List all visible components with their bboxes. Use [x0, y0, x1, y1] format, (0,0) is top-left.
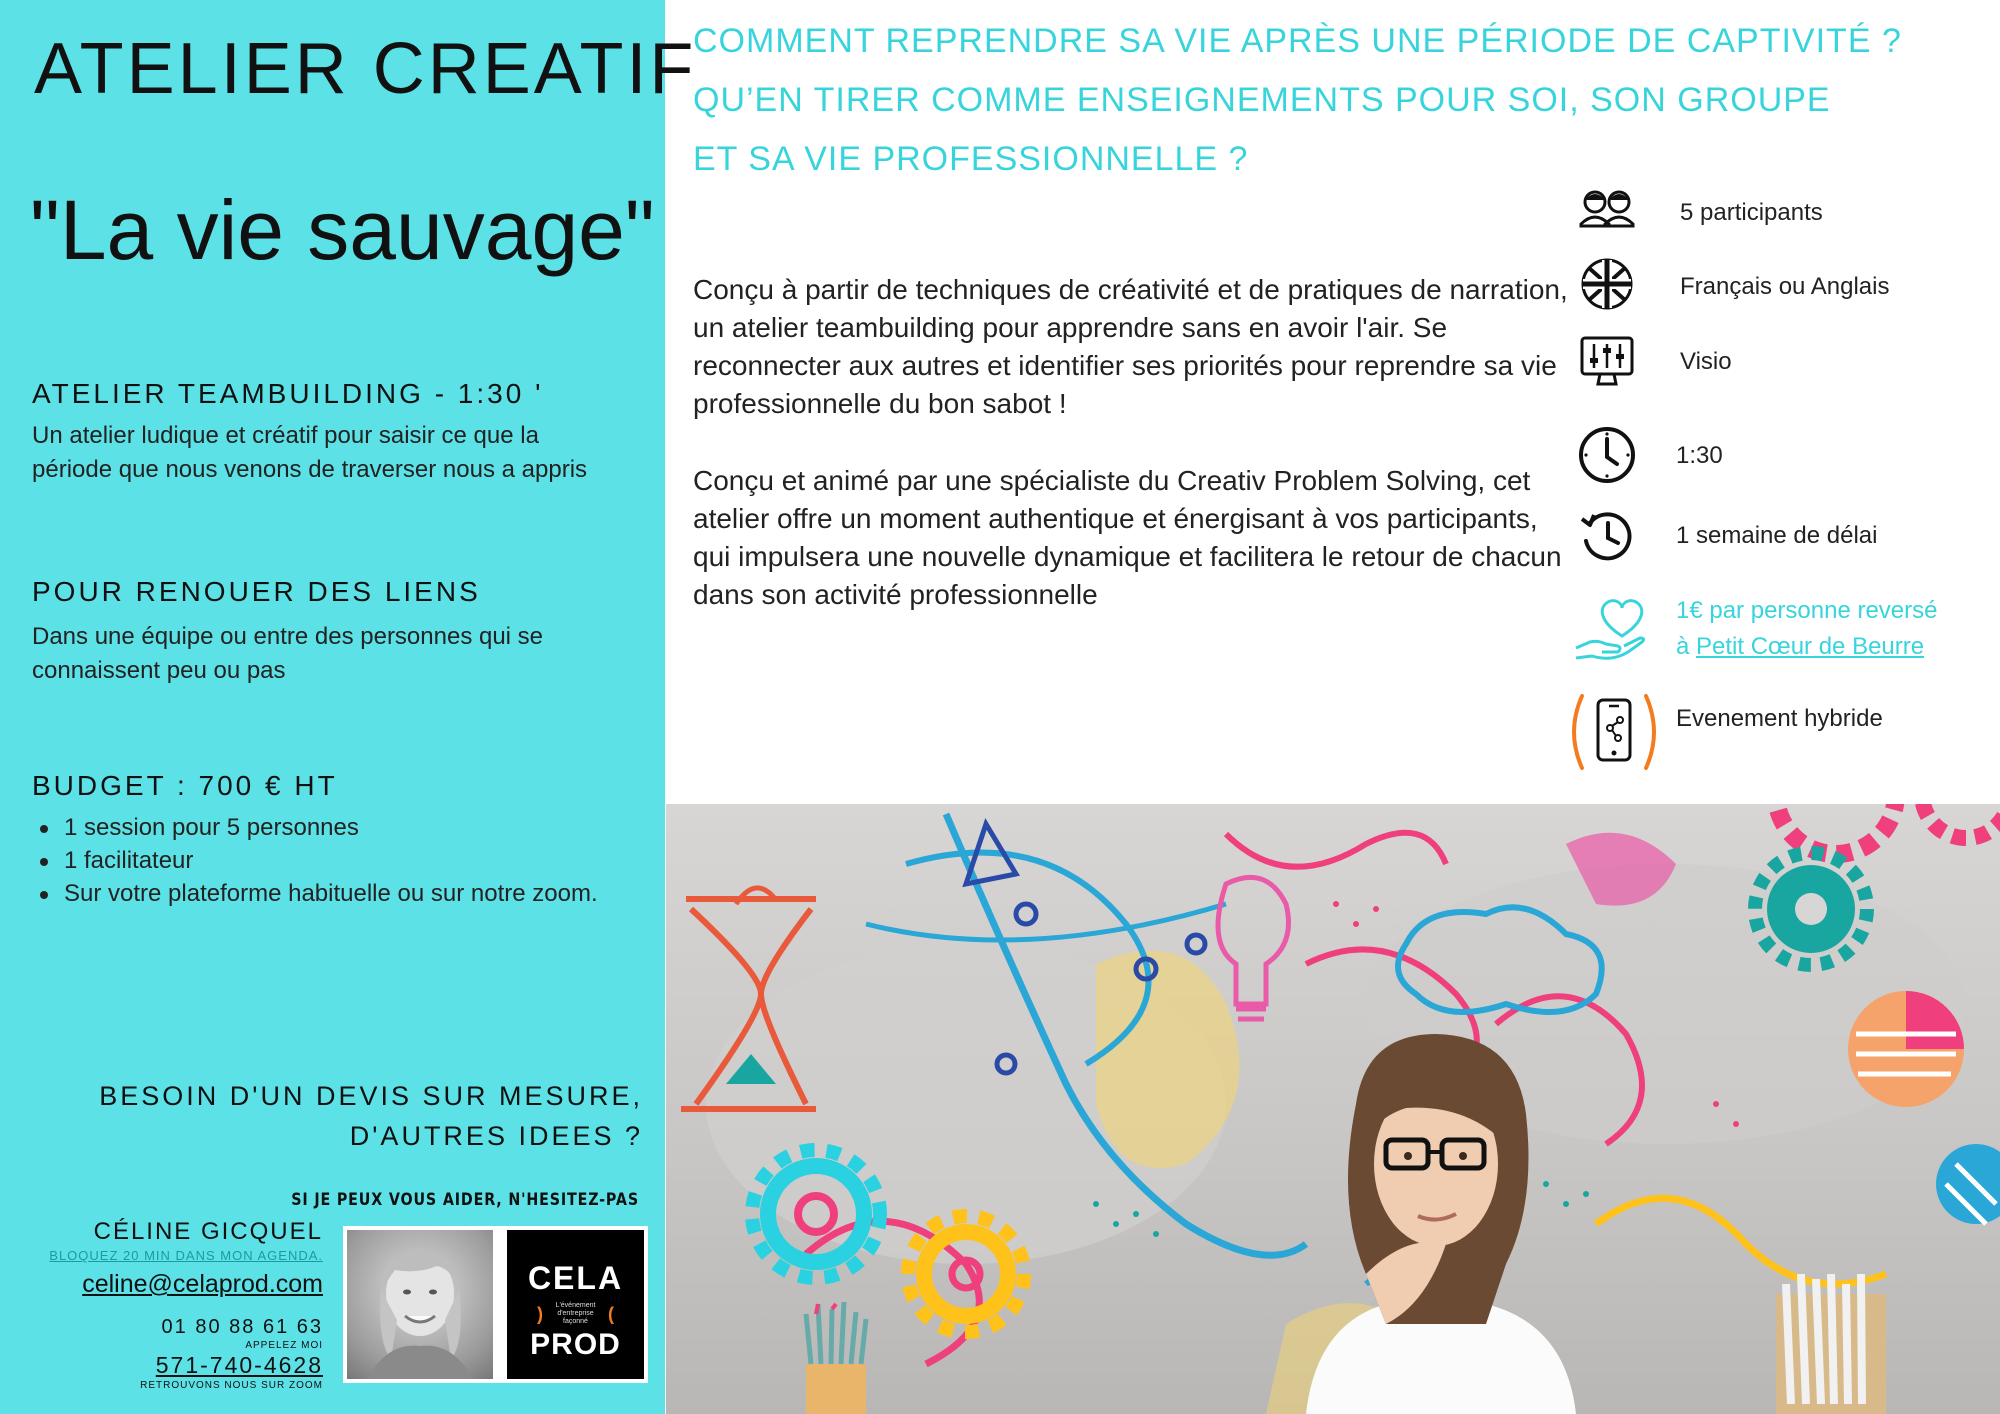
- section-teambuilding-heading: ATELIER TEAMBUILDING - 1:30 ': [32, 378, 544, 409]
- intro-question: QU’EN TIRER COMME ENSEIGNEMENTS POUR SOI, SON GROUPE: [693, 81, 1831, 119]
- section-teambuilding-text: Un atelier ludique et créatif pour saisir ce que la période que nous venons de traverser nous a appris: [32, 422, 588, 483]
- left-panel: [0, 0, 697, 1414]
- feature-language: Français ou Anglais: [1680, 273, 1890, 300]
- intro-question: ET SA VIE PROFESSIONNELLE ?: [693, 140, 1249, 178]
- uk-flag-icon: [1576, 253, 1638, 315]
- book-meeting-link[interactable]: BLOQUEZ 20 MIN DANS MON AGENDA.: [49, 1248, 323, 1263]
- budget-item: 1 session pour 5 personnes: [40, 811, 630, 844]
- quote-line: BESOIN D'UN DEVIS SUR MESURE,: [99, 1081, 643, 1111]
- feature-delay: 1 semaine de délai: [1676, 522, 1878, 549]
- custom-quote-callout: [43, 1076, 643, 1156]
- history-icon: [1576, 505, 1638, 567]
- intro-question: COMMENT REPRENDRE SA VIE APRÈS UNE PÉRIODE DE CAPTIVITÉ ?: [693, 22, 1902, 60]
- feature-duration: 1:30: [1676, 442, 1723, 469]
- hybrid-phone-icon: [1564, 690, 1664, 774]
- help-tagline: SI JE PEUX VOUS AIDER, N'HESITEZ-PAS: [291, 1190, 639, 1210]
- logo-bracket-left: ): [537, 1304, 543, 1324]
- budget-item: 1 facilitateur: [40, 844, 630, 877]
- visio-screen-icon: [1576, 330, 1638, 392]
- feature-participants: 5 participants: [1680, 199, 1823, 226]
- donation-line2: [1676, 629, 1938, 665]
- logo-text-top: CELA: [527, 1260, 624, 1296]
- workshop-subtitle: "La vie sauvage": [30, 183, 655, 277]
- budget-heading: BUDGET : 700 € HT: [32, 770, 338, 801]
- contact-name: CÉLINE GICQUEL: [93, 1218, 323, 1245]
- section-liens-heading: POUR RENOUER DES LIENS: [32, 576, 481, 607]
- logo-text-bottom: PROD: [530, 1328, 621, 1361]
- feature-hybrid: Evenement hybride: [1676, 705, 1883, 732]
- cela-prod-logo: [507, 1230, 644, 1379]
- description-paragraph: Conçu et animé par une spécialiste du Creativ Problem Solving, cet atelier offre un moment authentique et énergisant à vos participants, qui impulsera une nouvelle dynamique et facilitera le retour de chacun dans son activité professionnelle: [693, 465, 1562, 610]
- heart-hand-icon: [1572, 586, 1652, 666]
- budget-item: Sur votre plateforme habituelle ou sur notre zoom.: [40, 877, 630, 910]
- doodle-artwork: [666, 804, 2000, 1414]
- donation-prefix: à: [1676, 633, 1697, 660]
- logo-tagline: L'événement d'entreprise façonné: [555, 1302, 596, 1325]
- call-me-label: APPELEZ MOI: [245, 1340, 323, 1351]
- contact-card: [343, 1226, 648, 1383]
- donation-text: 1€ par personne reversé: [1676, 597, 1938, 624]
- avatar: [347, 1230, 493, 1379]
- section-liens-text: Dans une équipe ou entre des personnes qui se connaissent peu ou pas: [32, 623, 544, 684]
- contact-phone[interactable]: 01 80 88 61 63: [161, 1316, 323, 1338]
- contact-email-link[interactable]: celine@celaprod.com: [82, 1270, 323, 1298]
- zoom-id-link[interactable]: 571-740-4628: [155, 1352, 323, 1378]
- quote-line: D'AUTRES IDEES ?: [349, 1121, 643, 1151]
- logo-bracket-right: (: [608, 1304, 614, 1324]
- budget-list: [40, 811, 630, 910]
- zoom-label: RETROUVONS NOUS SUR ZOOM: [140, 1380, 323, 1391]
- feature-donation: [1676, 593, 1938, 665]
- creative-illustration: [666, 804, 2000, 1414]
- participants-icon: [1576, 180, 1638, 242]
- feature-visio: Visio: [1680, 348, 1732, 375]
- workshop-title: ATELIER CREATIF: [34, 29, 697, 109]
- clock-icon: [1576, 424, 1638, 486]
- petit-coeur-link[interactable]: Petit Cœur de Beurre: [1696, 633, 1925, 660]
- description-paragraph: Conçu à partir de techniques de créativité et de pratiques de narration, un atelier teambuilding pour apprendre sans en avoir l'air. Se reconnecter aux autres et identifier ses priorités pour reprendre sa vie professionnelle du bon sabot !: [693, 274, 1568, 419]
